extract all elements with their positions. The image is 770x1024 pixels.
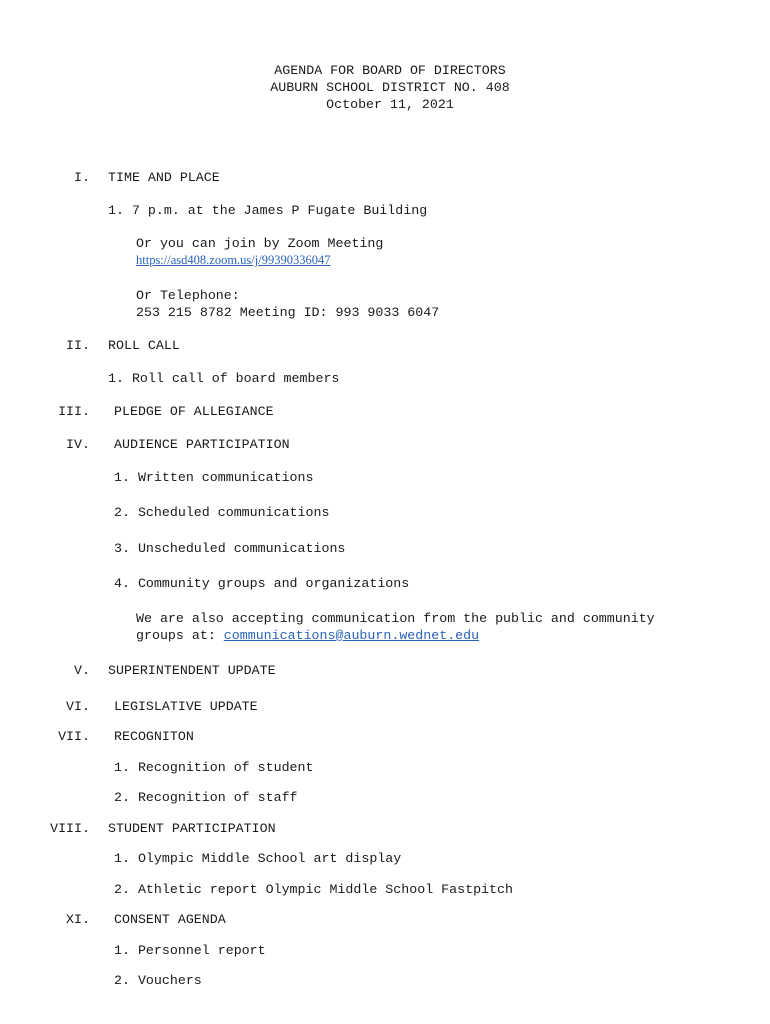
section-numeral: II. (66, 338, 90, 353)
agenda-item: 1. Olympic Middle School art display (114, 851, 402, 866)
telephone-number: 253 215 8782 Meeting ID: 993 9033 6047 (136, 305, 440, 320)
agenda-item: 1. Roll call of board members (108, 371, 340, 386)
agenda-item: 2. Recognition of staff (114, 790, 298, 805)
meeting-date: October 11, 2021 (326, 97, 454, 112)
section-title-time-and-place: TIME AND PLACE (108, 170, 220, 185)
agenda-item: 1. 7 p.m. at the James P Fugate Building (108, 203, 428, 218)
section-title-recognition: RECOGNITON (114, 729, 194, 744)
section-numeral: VI. (66, 699, 90, 714)
section-title-superintendent-update: SUPERINTENDENT UPDATE (108, 663, 276, 678)
agenda-item: 2. Scheduled communications (114, 505, 330, 520)
communication-note-prefix: groups at: (136, 628, 224, 643)
communication-note: We are also accepting communication from the public and community (136, 611, 655, 626)
section-numeral: VII. (58, 729, 90, 744)
zoom-text: Or you can join by Zoom Meeting (136, 236, 384, 251)
agenda-item: 4. Community groups and organizations (114, 576, 410, 591)
agenda-item: 1. Personnel report (114, 943, 266, 958)
section-numeral: VIII. (50, 821, 90, 836)
section-numeral: III. (58, 404, 90, 419)
agenda-item: 3. Unscheduled communications (114, 541, 346, 556)
district-name: AUBURN SCHOOL DISTRICT NO. 408 (270, 80, 510, 95)
section-numeral: V. (74, 663, 90, 678)
agenda-title: AGENDA FOR BOARD OF DIRECTORS (274, 63, 506, 78)
section-numeral: I. (74, 170, 90, 185)
agenda-item: 1. Written communications (114, 470, 314, 485)
telephone-label: Or Telephone: (136, 288, 240, 303)
section-title-consent-agenda: CONSENT AGENDA (114, 912, 226, 927)
agenda-item: 2. Vouchers (114, 973, 202, 988)
section-title-legislative-update: LEGISLATIVE UPDATE (114, 699, 258, 714)
section-title-roll-call: ROLL CALL (108, 338, 180, 353)
communication-note-line2 (136, 627, 479, 644)
section-title-student-participation: STUDENT PARTICIPATION (108, 821, 276, 836)
section-title-pledge: PLEDGE OF ALLEGIANCE (114, 404, 274, 419)
section-numeral: IV. (66, 437, 90, 452)
zoom-link[interactable]: https://asd408.zoom.us/j/99390336047 (136, 253, 331, 267)
agenda-item: 2. Athletic report Olympic Middle School Fastpitch (114, 882, 513, 897)
section-numeral: XI. (66, 912, 90, 927)
communications-email-link[interactable]: communications@auburn.wednet.edu (223, 628, 480, 643)
section-title-audience-participation: AUDIENCE PARTICIPATION (114, 437, 290, 452)
agenda-item: 1. Recognition of student (114, 760, 314, 775)
